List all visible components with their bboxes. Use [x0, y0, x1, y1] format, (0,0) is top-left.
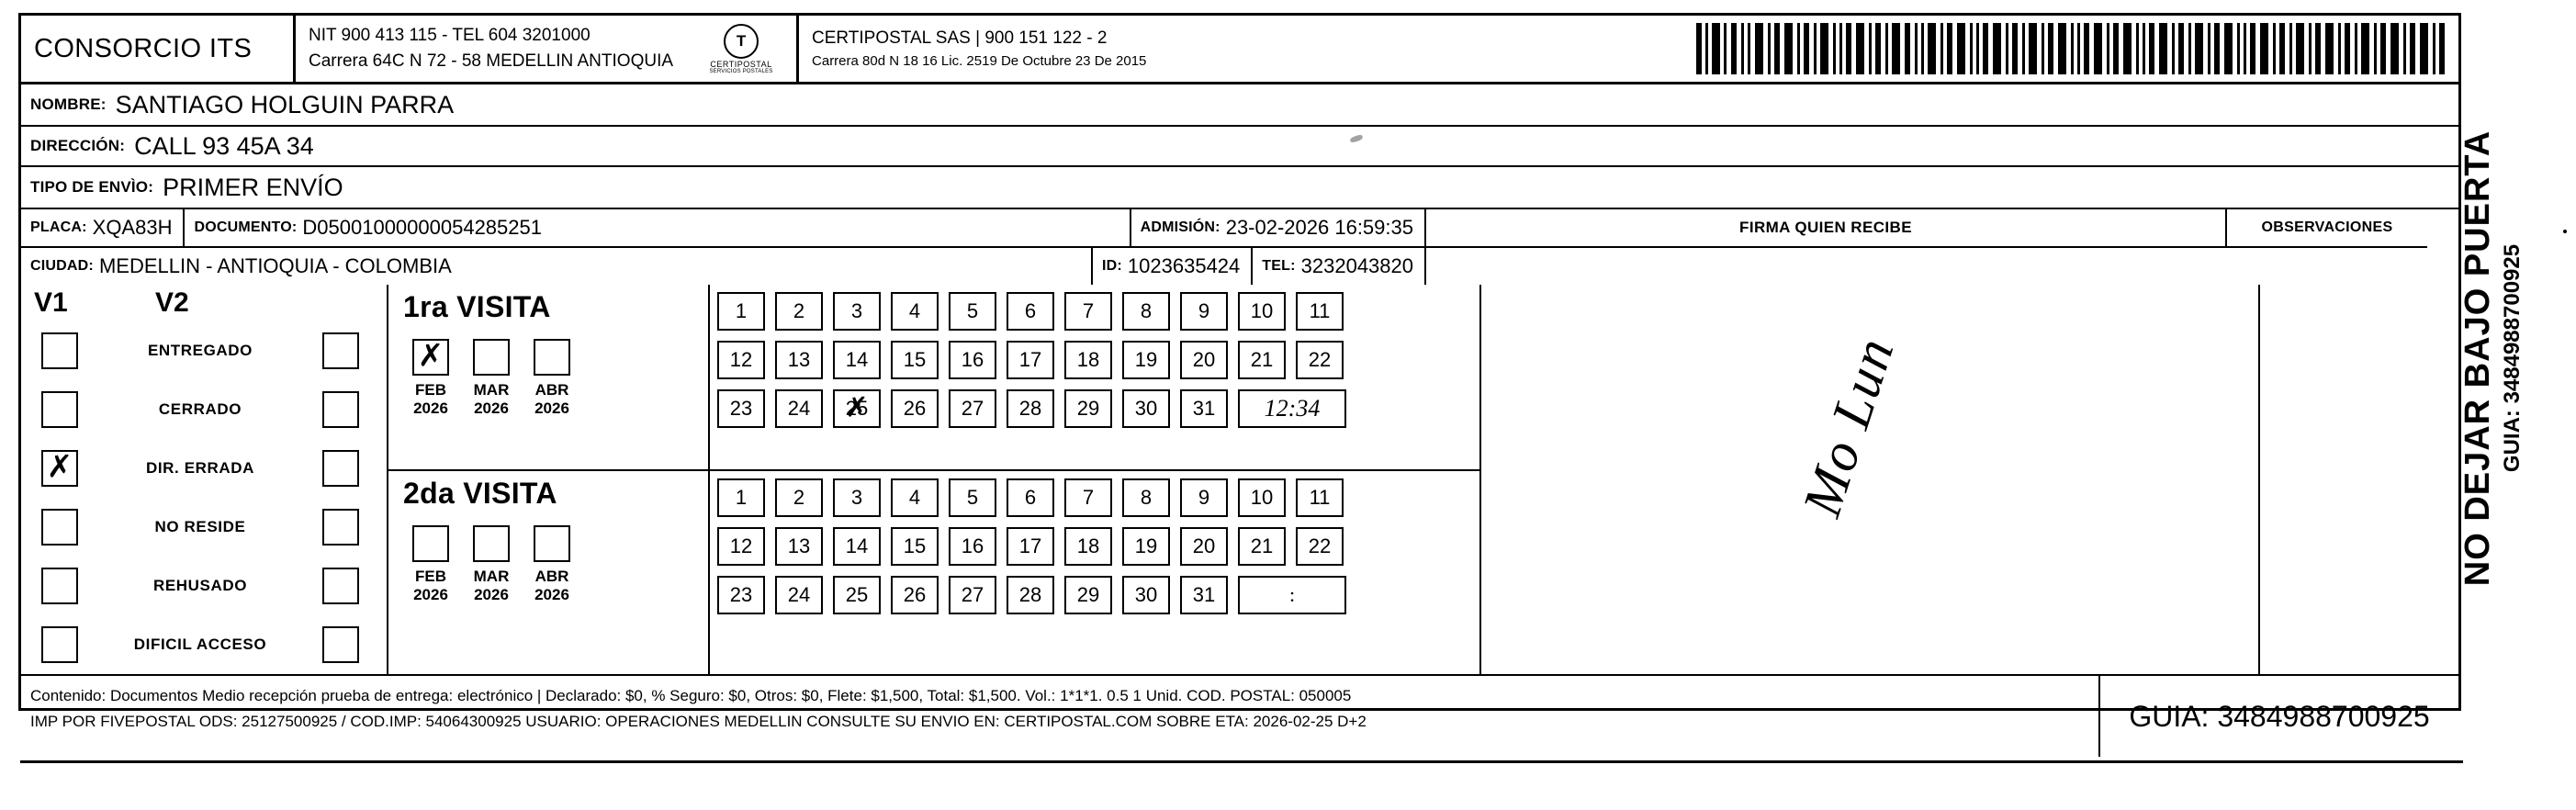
- visit1-month-mar-year: 2026: [474, 399, 509, 417]
- visit2-day-8[interactable]: 8: [1122, 478, 1170, 517]
- visit2-day-6[interactable]: 6: [1007, 478, 1054, 517]
- footer-guia: GUIA: 3484988700925: [2098, 676, 2458, 757]
- visit2-month-abr[interactable]: [534, 525, 570, 604]
- visit-days-column: [710, 285, 1481, 674]
- visit2-days-row3: [717, 576, 1479, 614]
- visit2-day-15[interactable]: 15: [891, 527, 939, 566]
- visit1-day-2[interactable]: 2: [775, 292, 823, 331]
- checkbox-v1-cerrado[interactable]: [41, 391, 78, 428]
- visit1-day-24[interactable]: 24: [775, 389, 823, 428]
- documento-label: DOCUMENTO:: [194, 219, 298, 235]
- nombre-value: SANTIAGO HOLGUIN PARRA: [115, 90, 455, 118]
- id-group: [1091, 248, 1251, 285]
- visit1-day-6[interactable]: 6: [1007, 292, 1054, 331]
- barcode-area: [1696, 16, 2458, 82]
- tipo-envio-value: PRIMER ENVÍO: [163, 173, 343, 201]
- label-footer: [21, 674, 2458, 757]
- visit1-month-feb-checkbox[interactable]: [412, 339, 449, 376]
- visit1-day-12[interactable]: 12: [717, 341, 765, 379]
- status-label-entregado: ENTREGADO: [147, 342, 253, 359]
- row-ciudad-id-tel: [21, 246, 1424, 285]
- visit1-block: [388, 285, 708, 469]
- barcode-icon: [1696, 23, 2449, 74]
- bottom-divider: [20, 760, 2463, 763]
- visit1-month-abr[interactable]: [534, 339, 570, 418]
- checkbox-v1-dir-errada[interactable]: [41, 450, 78, 487]
- visit1-days-row1: [717, 292, 1479, 331]
- visit2-day-10[interactable]: 10: [1238, 478, 1286, 517]
- visit2-month-mar[interactable]: [473, 525, 510, 604]
- visit2-day-25[interactable]: 25: [833, 576, 881, 614]
- row-tipo-envio: [21, 167, 2458, 209]
- checkbox-v2-cerrado[interactable]: [322, 391, 359, 428]
- visit1-days-row3: [717, 389, 1479, 428]
- visit1-month-mar[interactable]: [473, 339, 510, 418]
- side-warning-area: [2458, 64, 2569, 652]
- admision-value: 23-02-2026 16:59:35: [1225, 216, 1413, 239]
- visit1-day-7[interactable]: 7: [1064, 292, 1112, 331]
- ciudad-value: MEDELLIN - ANTIOQUIA - COLOMBIA: [98, 254, 452, 277]
- checkbox-v2-entregado[interactable]: [322, 332, 359, 369]
- status-label-dir-errada: DIR. ERRADA: [145, 459, 255, 477]
- visit1-day-11[interactable]: 11: [1296, 292, 1344, 331]
- ciudad-label: CIUDAD:: [30, 258, 94, 274]
- visit1-months: [388, 324, 708, 418]
- checkbox-v2-rehusado[interactable]: [322, 568, 359, 604]
- visit2-month-mar-year: 2026: [474, 586, 509, 603]
- checkbox-v1-no-reside[interactable]: [41, 509, 78, 546]
- visit2-day-9[interactable]: 9: [1180, 478, 1228, 517]
- visit1-day-25[interactable]: 25 ✗: [833, 389, 881, 428]
- visit1-day-20[interactable]: 20: [1180, 341, 1228, 379]
- side-warning-text: NO DEJAR BAJO PUERTA: [2458, 129, 2497, 587]
- visit1-month-abr-name: ABR: [534, 381, 569, 399]
- checkbox-v1-rehusado[interactable]: [41, 568, 78, 604]
- visit2-day-13[interactable]: 13: [775, 527, 823, 566]
- footer-text: [21, 676, 2098, 757]
- visit2-day-4[interactable]: 4: [891, 478, 939, 517]
- observaciones-title: OBSERVACIONES: [2261, 219, 2393, 235]
- footer-line2: IMP POR FIVEPOSTAL ODS: 25127500925 / COD.IMP: 54064300925 USUARIO: OPERACIONES MEDELLIN CONSULTE SU ENVIO EN: CERTIPOSTAL.COM SOBRE ETA: 2026-02-25 D+2: [30, 713, 1367, 731]
- checkbox-v2-dificil-acceso[interactable]: [322, 626, 359, 663]
- placa-value: XQA83H: [92, 216, 173, 239]
- label-header: [21, 16, 2458, 84]
- id-label: ID:: [1101, 258, 1122, 274]
- visit1-day-21[interactable]: 21: [1238, 341, 1286, 379]
- placa-label: PLACA:: [30, 219, 87, 235]
- v2-header: V2: [155, 287, 189, 318]
- status-label-cerrado: CERRADO: [158, 400, 242, 418]
- visit1-month-mar-checkbox[interactable]: [473, 339, 510, 376]
- status-row-dir-errada: [21, 439, 387, 498]
- visit1-day-13[interactable]: 13: [775, 341, 823, 379]
- visit1-month-mar-name: MAR: [473, 381, 510, 399]
- visit1-day-9[interactable]: 9: [1180, 292, 1228, 331]
- visit-titles-column: [388, 285, 710, 674]
- visit2-day-14[interactable]: 14: [833, 527, 881, 566]
- logo-mark-icon: T: [724, 24, 759, 59]
- ciudad-group: [21, 248, 463, 285]
- visit2-month-feb-checkbox[interactable]: [412, 525, 449, 562]
- visit1-month-abr-year: 2026: [534, 399, 569, 417]
- status-label-no-reside: NO RESIDE: [154, 518, 246, 535]
- visit2-day-1[interactable]: 1: [717, 478, 765, 517]
- direccion-label: DIRECCIÓN:: [30, 137, 126, 154]
- consorcio-contact: [296, 16, 686, 82]
- visit2-day-20[interactable]: 20: [1180, 527, 1228, 566]
- visit2-month-abr-checkbox[interactable]: [534, 525, 570, 562]
- visit2-months: [388, 511, 708, 604]
- visit2-day-7[interactable]: 7: [1064, 478, 1112, 517]
- visit1-day-8[interactable]: 8: [1122, 292, 1170, 331]
- visit2-day-2[interactable]: 2: [775, 478, 823, 517]
- row-nombre: [21, 84, 2458, 127]
- visit2-days: [710, 469, 1479, 641]
- visit2-day-5[interactable]: 5: [949, 478, 996, 517]
- tel-label: TEL:: [1262, 258, 1296, 274]
- certipostal-address: Carrera 80d N 18 16 Lic. 2519 De Octubre 23 De 2015: [812, 53, 1147, 69]
- visit2-day-11[interactable]: 11: [1296, 478, 1344, 517]
- visit2-day-28[interactable]: 28: [1007, 576, 1054, 614]
- certipostal-name: CERTIPOSTAL SAS | 900 151 122 - 2: [812, 28, 1108, 48]
- footer-line1: Contenido: Documentos Medio recepción prueba de entrega: electrónico | Declarado: $0, % Seguro: $0, Otros: $0, Flete: $1,500, Total: $1,500. Vol.: 1*1*1. 0.5 1 Unid. COD. POSTAL: 050005: [30, 687, 1352, 704]
- visit2-day-12[interactable]: 12: [717, 527, 765, 566]
- signature-handwriting: Mo Lun: [1791, 329, 1907, 523]
- status-label-rehusado: REHUSADO: [152, 577, 248, 594]
- visit2-month-mar-name: MAR: [473, 568, 510, 585]
- visit2-block: [388, 469, 708, 641]
- status-row-no-reside: [21, 498, 387, 557]
- v1-header: V1: [34, 287, 68, 318]
- consorcio-address: Carrera 64C N 72 - 58 MEDELLIN ANTIOQUIA: [309, 51, 674, 71]
- visit2-day-19[interactable]: 19: [1122, 527, 1170, 566]
- firma-header-section: [1426, 209, 2427, 285]
- row-direccion: [21, 127, 2458, 167]
- visit2-day-30[interactable]: 30: [1122, 576, 1170, 614]
- placa-group: [21, 209, 183, 246]
- visit2-month-abr-year: 2026: [534, 586, 569, 603]
- shipment-details: [21, 209, 1426, 285]
- logo-caption: CERTIPOSTAL: [710, 59, 772, 69]
- documento-group: [183, 209, 553, 246]
- visit2-month-feb-year: 2026: [413, 586, 448, 603]
- shipping-label: [18, 13, 2461, 733]
- visit1-day-5[interactable]: 5: [949, 292, 996, 331]
- observaciones-body[interactable]: [2258, 285, 2458, 674]
- checkbox-v1-entregado[interactable]: [41, 332, 78, 369]
- visit2-month-mar-checkbox[interactable]: [473, 525, 510, 562]
- visit2-day-16[interactable]: 16: [949, 527, 996, 566]
- status-row-cerrado: [21, 380, 387, 439]
- visit1-day-17[interactable]: 17: [1007, 341, 1054, 379]
- row-placa-documento: [21, 209, 1424, 246]
- side-guia-text: GUIA: 3484988700925: [2500, 243, 2525, 473]
- status-label-dificil-acceso: DIFICIL ACCESO: [133, 636, 267, 653]
- visit2-day-27[interactable]: 27: [949, 576, 996, 614]
- direccion-value: CALL 93 45A 34: [134, 131, 314, 160]
- checkbox-v1-dificil-acceso[interactable]: [41, 626, 78, 663]
- visit1-day-15[interactable]: 15: [891, 341, 939, 379]
- firma-title: FIRMA QUIEN RECIBE: [1426, 209, 2227, 246]
- visit2-days-row1: [717, 478, 1479, 517]
- delivery-status-column: [21, 285, 388, 674]
- tel-value: 3232043820: [1300, 254, 1413, 277]
- visit2-month-feb[interactable]: [412, 525, 449, 604]
- visit2-day-21[interactable]: 21: [1238, 527, 1286, 566]
- visit1-day-23[interactable]: 23: [717, 389, 765, 428]
- visit1-month-feb-year: 2026: [413, 399, 448, 417]
- visit2-days-row2: [717, 527, 1479, 566]
- visit1-day-19[interactable]: 19: [1122, 341, 1170, 379]
- visit1-day-14[interactable]: 14: [833, 341, 881, 379]
- visit1-days-row2: [717, 341, 1479, 379]
- documento-value: D05001000000054285251: [302, 216, 542, 239]
- status-row-dificil-acceso: [21, 615, 387, 674]
- visit2-time[interactable]: :: [1238, 576, 1346, 614]
- middle-section: [21, 209, 2458, 285]
- logo-caption-sub: SERVICIOS POSTALES: [709, 68, 773, 74]
- certipostal-info: [796, 16, 1159, 82]
- edge-dot-mark: [2563, 230, 2567, 233]
- certipostal-logo: [686, 16, 796, 82]
- visit1-day-10[interactable]: 10: [1238, 292, 1286, 331]
- visit1-day-29[interactable]: 29: [1064, 389, 1112, 428]
- visit1-day-16[interactable]: 16: [949, 341, 996, 379]
- visit1-month-feb[interactable]: [412, 339, 449, 418]
- visit1-day-28[interactable]: 28: [1007, 389, 1054, 428]
- firma-body[interactable]: [1481, 285, 2458, 674]
- consorcio-name: CONSORCIO ITS: [21, 16, 296, 82]
- visit1-day-18[interactable]: 18: [1064, 341, 1112, 379]
- visit1-day-22[interactable]: 22: [1296, 341, 1344, 379]
- visit1-month-feb-name: FEB: [415, 381, 446, 399]
- consorcio-nit: NIT 900 413 115 - TEL 604 3201000: [309, 26, 591, 46]
- visit2-day-24[interactable]: 24: [775, 576, 823, 614]
- visit1-day-1[interactable]: 1: [717, 292, 765, 331]
- tel-group: [1251, 248, 1424, 285]
- visit1-days: [710, 285, 1479, 469]
- admision-group: [1130, 209, 1424, 246]
- visit1-day-3[interactable]: 3: [833, 292, 881, 331]
- visit1-month-abr-checkbox[interactable]: [534, 339, 570, 376]
- status-row-rehusado: [21, 557, 387, 615]
- visit2-day-23[interactable]: 23: [717, 576, 765, 614]
- visit2-day-3[interactable]: 3: [833, 478, 881, 517]
- visit1-title: 1ra VISITA: [403, 290, 551, 323]
- id-value: 1023635424: [1127, 254, 1241, 277]
- visit1-day-31[interactable]: 31: [1180, 389, 1228, 428]
- admision-label: ADMISIÓN:: [1140, 219, 1221, 235]
- visit2-day-22[interactable]: 22: [1296, 527, 1344, 566]
- visit2-day-29[interactable]: 29: [1064, 576, 1112, 614]
- visit1-day-26[interactable]: 26: [891, 389, 939, 428]
- nombre-label: NOMBRE:: [30, 96, 107, 113]
- firma-headers: [1426, 209, 2427, 248]
- checkbox-v2-dir-errada[interactable]: [322, 450, 359, 487]
- checkbox-v2-no-reside[interactable]: [322, 509, 359, 546]
- visit2-month-feb-name: FEB: [415, 568, 446, 585]
- visit2-day-26[interactable]: 26: [891, 576, 939, 614]
- visit2-day-18[interactable]: 18: [1064, 527, 1112, 566]
- visit2-day-31[interactable]: 31: [1180, 576, 1228, 614]
- visit2-day-17[interactable]: 17: [1007, 527, 1054, 566]
- visit1-day-30[interactable]: 30: [1122, 389, 1170, 428]
- visit1-day-27[interactable]: 27: [949, 389, 996, 428]
- body-section: [21, 285, 2458, 674]
- status-row-entregado: [21, 321, 387, 380]
- tipo-envio-label: TIPO DE ENVÌO:: [30, 178, 154, 196]
- visit2-title: 2da VISITA: [403, 477, 557, 510]
- visit2-month-abr-name: ABR: [534, 568, 569, 585]
- visit1-time[interactable]: 12:34: [1238, 389, 1346, 428]
- visit1-day-4[interactable]: 4: [891, 292, 939, 331]
- v-headers: [21, 285, 387, 321]
